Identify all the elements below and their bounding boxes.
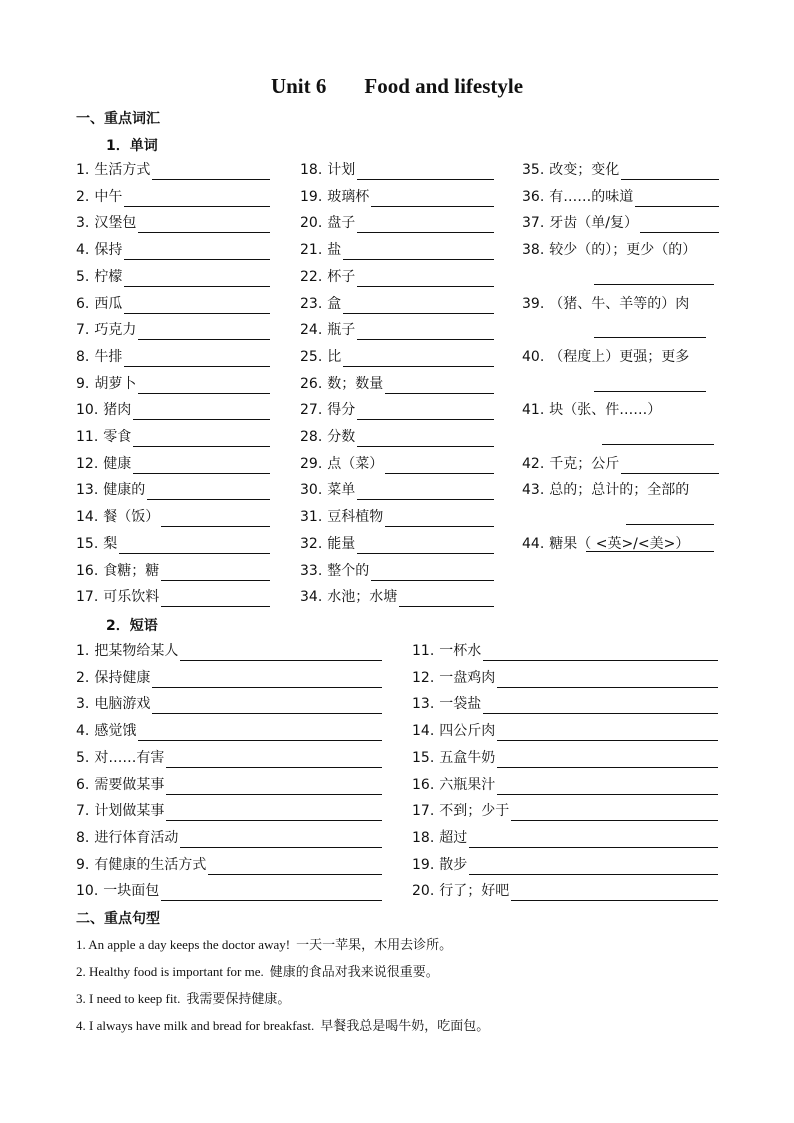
- word-item: [522, 480, 719, 500]
- word-item: [76, 240, 270, 260]
- item-prompt: 整个的: [327, 562, 370, 579]
- answer-blank[interactable]: [385, 378, 494, 394]
- item-prompt: 把某物给某人: [94, 643, 179, 659]
- item-number: 1.: [76, 643, 90, 659]
- item-prompt: 改变；变化: [549, 162, 620, 178]
- phrase-item: [412, 881, 718, 901]
- item-prompt: 得分: [327, 402, 356, 419]
- phrase-item: [76, 641, 382, 661]
- item-number: 9.: [76, 856, 90, 873]
- answer-blank[interactable]: [343, 298, 494, 314]
- item-number: 9.: [76, 375, 90, 392]
- item-number: 13.: [412, 696, 435, 713]
- answer-blank[interactable]: [626, 504, 714, 525]
- answer-blank[interactable]: [469, 832, 718, 848]
- answer-blank[interactable]: [133, 458, 270, 474]
- answer-blank[interactable]: [147, 484, 270, 500]
- word-item: [76, 347, 270, 367]
- item-number: 23.: [300, 295, 323, 312]
- word-item: [76, 454, 270, 474]
- item-prompt: 四公斤肉: [439, 723, 496, 740]
- word-item: [300, 454, 494, 474]
- word-item: [300, 160, 494, 180]
- phrase-item: [412, 828, 718, 848]
- answer-blank[interactable]: [161, 591, 270, 607]
- answer-blank[interactable]: [469, 859, 718, 875]
- page-title: [0, 74, 794, 99]
- phrase-item: [76, 668, 382, 688]
- item-prompt: （猪、牛、羊等的）肉: [549, 295, 690, 312]
- item-number: 15.: [412, 749, 435, 766]
- item-number: 19.: [300, 188, 323, 205]
- item-number: 10.: [76, 402, 99, 419]
- word-item: [300, 480, 494, 500]
- word-item: [522, 187, 719, 207]
- answer-blank[interactable]: [385, 511, 494, 527]
- word-item: [76, 587, 270, 607]
- answer-blank[interactable]: [343, 351, 494, 367]
- answer-blank[interactable]: [161, 511, 270, 527]
- answer-blank[interactable]: [161, 565, 270, 581]
- item-prompt: 数；数量: [327, 375, 384, 392]
- word-item: [300, 240, 494, 260]
- item-number: 16.: [412, 776, 435, 793]
- key-sentence: [76, 961, 439, 980]
- item-number: 26.: [300, 375, 323, 392]
- item-number: 25.: [300, 348, 323, 365]
- item-number: 2.: [76, 188, 90, 205]
- item-prompt: 胡萝卜: [94, 375, 137, 392]
- answer-blank[interactable]: [357, 271, 494, 287]
- word-item: [300, 587, 494, 607]
- answer-blank[interactable]: [371, 565, 494, 581]
- unit-topic: Food and lifestyle: [364, 74, 524, 98]
- phrase-item: [412, 775, 718, 795]
- item-number: 1.: [76, 162, 90, 178]
- item-prompt: 可乐饮料: [103, 589, 160, 606]
- word-item: [76, 294, 270, 314]
- sentence-english: 2. Healthy food is important for me.: [76, 964, 264, 979]
- word-item: [522, 160, 719, 180]
- item-prompt: 水池；水塘: [327, 589, 398, 606]
- answer-blank[interactable]: [357, 538, 494, 554]
- answer-blank[interactable]: [133, 431, 270, 447]
- word-item: [76, 160, 270, 180]
- item-prompt: 点（菜）: [327, 455, 384, 472]
- item-prompt: 零食: [103, 429, 132, 445]
- answer-blank[interactable]: [166, 805, 382, 821]
- phrase-item: [412, 641, 718, 661]
- word-item: [522, 213, 719, 233]
- word-item: [300, 427, 494, 447]
- item-prompt: （程度上）更强；更多: [549, 348, 690, 365]
- key-sentence: [76, 934, 452, 953]
- item-number: 7.: [76, 322, 90, 339]
- answer-blank[interactable]: [357, 217, 494, 233]
- item-prompt: 总的；总计的；全部的: [549, 482, 690, 499]
- item-number: 31.: [300, 509, 323, 526]
- answer-blank[interactable]: [166, 779, 382, 795]
- item-prompt: 巧克力: [94, 322, 137, 339]
- phrase-item: [76, 775, 382, 795]
- item-number: 12.: [76, 455, 99, 472]
- item-number: 18.: [412, 829, 435, 846]
- item-number: 7.: [76, 803, 90, 820]
- item-number: 40.: [522, 348, 545, 365]
- item-prompt: 六瓶果汁: [439, 776, 496, 793]
- item-prompt: 汉堡包: [94, 215, 137, 232]
- item-prompt: 比: [327, 348, 342, 365]
- item-number: 13.: [76, 482, 99, 499]
- answer-blank[interactable]: [357, 324, 494, 340]
- answer-blank[interactable]: [594, 371, 706, 392]
- word-item: [76, 187, 270, 207]
- item-prompt: 菜单: [327, 482, 356, 499]
- item-prompt: 一盘鸡肉: [439, 669, 496, 686]
- answer-blank[interactable]: [180, 645, 382, 661]
- subheading-words: 1．单词: [106, 138, 158, 154]
- word-item: [300, 400, 494, 420]
- answer-blank[interactable]: [124, 271, 270, 287]
- word-item: [522, 240, 719, 260]
- item-prompt: 猪肉: [103, 402, 132, 419]
- phrase-item: [412, 748, 718, 768]
- item-number: 18.: [300, 162, 323, 178]
- answer-blank[interactable]: [138, 725, 382, 741]
- item-number: 19.: [412, 856, 435, 873]
- item-number: 29.: [300, 455, 323, 472]
- item-prompt: 电脑游戏: [94, 696, 151, 713]
- answer-blank[interactable]: [138, 378, 270, 394]
- sentence-english: 4. I always have milk and bread for breakfast.: [76, 1018, 315, 1033]
- item-prompt: 梨: [103, 535, 118, 552]
- item-number: 34.: [300, 589, 323, 606]
- phrase-item: [412, 694, 718, 714]
- word-item: [76, 427, 270, 447]
- item-number: 5.: [76, 749, 90, 766]
- item-number: 38.: [522, 242, 545, 259]
- item-prompt: 需要做某事: [94, 776, 165, 793]
- item-prompt: 散步: [439, 856, 468, 873]
- item-number: 33.: [300, 562, 323, 579]
- answer-blank[interactable]: [497, 725, 718, 741]
- item-number: 8.: [76, 348, 90, 365]
- word-item: [76, 267, 270, 287]
- item-number: 17.: [76, 589, 99, 606]
- item-prompt: 豆科植物: [327, 509, 384, 526]
- answer-blank[interactable]: [357, 484, 494, 500]
- item-number: 37.: [522, 215, 545, 232]
- item-prompt: 杯子: [327, 268, 356, 285]
- answer-blank[interactable]: [180, 832, 382, 848]
- word-item: [300, 294, 494, 314]
- answer-blank[interactable]: [138, 324, 270, 340]
- answer-blank[interactable]: [133, 404, 270, 420]
- word-item: [300, 347, 494, 367]
- item-number: 2.: [76, 669, 90, 686]
- item-number: 30.: [300, 482, 323, 499]
- item-prompt: 计划: [327, 162, 356, 178]
- word-item: [522, 347, 719, 367]
- item-prompt: 中午: [94, 188, 123, 205]
- answer-blank[interactable]: [119, 538, 270, 554]
- item-number: 14.: [412, 723, 435, 740]
- item-prompt: 千克；公斤: [549, 455, 620, 472]
- phrase-item: [76, 694, 382, 714]
- item-number: 42.: [522, 455, 545, 472]
- phrase-item: [76, 748, 382, 768]
- word-item: [522, 400, 719, 420]
- sentence-english: 3. I need to keep fit.: [76, 991, 181, 1006]
- word-item: [300, 561, 494, 581]
- answer-blank[interactable]: [138, 217, 270, 233]
- answer-blank[interactable]: [594, 264, 714, 285]
- word-item: [76, 534, 270, 554]
- answer-blank[interactable]: [621, 458, 719, 474]
- answer-blank[interactable]: [124, 244, 270, 260]
- key-sentence: [76, 1015, 489, 1034]
- item-prompt: 进行体育活动: [94, 829, 179, 846]
- answer-blank[interactable]: [483, 698, 718, 714]
- item-prompt: 行了；好吧: [439, 883, 510, 900]
- item-number: 32.: [300, 535, 323, 552]
- answer-blank[interactable]: [497, 672, 718, 688]
- item-prompt: 一袋盐: [439, 696, 482, 713]
- item-prompt: 超过: [439, 829, 468, 846]
- answer-blank[interactable]: [357, 431, 494, 447]
- item-number: 6.: [76, 295, 90, 312]
- item-number: 4.: [76, 242, 90, 259]
- item-number: 14.: [76, 509, 99, 526]
- item-number: 39.: [522, 295, 545, 312]
- answer-blank[interactable]: [152, 164, 270, 180]
- word-item: [300, 374, 494, 394]
- item-number: 16.: [76, 562, 99, 579]
- answer-blank[interactable]: [124, 191, 270, 207]
- section-heading-sentences: 二、重点句型: [76, 911, 160, 927]
- answer-blank[interactable]: [152, 698, 382, 714]
- phrase-item: [412, 668, 718, 688]
- item-prompt: 能量: [327, 535, 356, 552]
- item-prompt: 分数: [327, 429, 356, 445]
- item-number: 6.: [76, 776, 90, 793]
- item-prompt: 盘子: [327, 215, 356, 232]
- word-item: [300, 267, 494, 287]
- item-number: 15.: [76, 535, 99, 552]
- word-item: [76, 374, 270, 394]
- answer-blank[interactable]: [511, 885, 718, 901]
- phrase-item: [76, 881, 382, 901]
- item-prompt: 糖果（ <英>/<美>）: [549, 535, 690, 552]
- answer-blank[interactable]: [511, 805, 718, 821]
- answer-blank[interactable]: [357, 164, 494, 180]
- item-number: 44.: [522, 535, 545, 552]
- answer-blank[interactable]: [152, 672, 382, 688]
- item-number: 28.: [300, 429, 323, 445]
- item-prompt: 有……的味道: [549, 188, 634, 205]
- item-number: 10.: [76, 883, 99, 900]
- item-number: 35.: [522, 162, 545, 178]
- item-prompt: 较少（的）；更少（的）: [549, 242, 697, 259]
- section-heading-vocabulary: 一、重点词汇: [76, 111, 160, 127]
- item-number: 3.: [76, 696, 90, 713]
- answer-blank[interactable]: [586, 531, 714, 552]
- item-number: 41.: [522, 402, 545, 419]
- answer-blank[interactable]: [497, 779, 718, 795]
- word-item: [522, 294, 719, 314]
- item-number: 5.: [76, 268, 90, 285]
- word-item: [76, 561, 270, 581]
- phrase-item: [412, 721, 718, 741]
- answer-blank[interactable]: [497, 752, 718, 768]
- phrase-item: [76, 855, 382, 875]
- word-item: [76, 320, 270, 340]
- item-prompt: 不到；少于: [439, 803, 510, 820]
- sentence-chinese: 我需要保持健康。: [186, 992, 291, 1007]
- answer-blank[interactable]: [166, 752, 382, 768]
- item-prompt: 计划做某事: [94, 803, 165, 820]
- item-number: 12.: [412, 669, 435, 686]
- item-prompt: 五盒牛奶: [439, 749, 496, 766]
- item-prompt: 生活方式: [94, 162, 151, 178]
- item-prompt: 玻璃杯: [327, 188, 370, 205]
- word-item: [300, 534, 494, 554]
- item-prompt: 盐: [327, 242, 342, 259]
- answer-blank[interactable]: [124, 351, 270, 367]
- item-prompt: 瓶子: [327, 322, 356, 339]
- answer-blank[interactable]: [602, 424, 714, 445]
- item-number: 4.: [76, 723, 90, 740]
- item-number: 11.: [76, 429, 99, 445]
- word-item: [300, 213, 494, 233]
- sentence-chinese: 早餐我总是喝牛奶，吃面包。: [320, 1019, 490, 1034]
- item-number: 8.: [76, 829, 90, 846]
- item-number: 3.: [76, 215, 90, 232]
- item-number: 17.: [412, 803, 435, 820]
- answer-blank[interactable]: [357, 404, 494, 420]
- sentence-english: 1. An apple a day keeps the doctor away!: [76, 937, 291, 952]
- item-number: 24.: [300, 322, 323, 339]
- answer-blank[interactable]: [399, 591, 494, 607]
- answer-blank[interactable]: [594, 317, 706, 338]
- item-prompt: 感觉饿: [94, 723, 137, 740]
- phrase-item: [76, 721, 382, 741]
- phrase-item: [412, 801, 718, 821]
- word-item: [76, 400, 270, 420]
- key-sentence: [76, 988, 290, 1007]
- item-number: 11.: [412, 643, 435, 659]
- answer-blank[interactable]: [635, 191, 719, 207]
- word-item: [300, 320, 494, 340]
- item-number: 20.: [412, 883, 435, 900]
- item-number: 36.: [522, 188, 545, 205]
- item-prompt: 柠檬: [94, 268, 123, 285]
- unit-label: Unit 6: [270, 74, 327, 98]
- subheading-phrases: 2．短语: [106, 618, 158, 634]
- item-prompt: 一块面包: [103, 883, 160, 900]
- item-number: 22.: [300, 268, 323, 285]
- answer-blank[interactable]: [483, 645, 718, 661]
- item-prompt: 盒: [327, 295, 342, 312]
- item-prompt: 保持: [94, 242, 123, 259]
- word-item: [76, 213, 270, 233]
- answer-blank[interactable]: [124, 298, 270, 314]
- sentence-chinese: 健康的食品对我来说很重要。: [269, 965, 439, 980]
- phrase-item: [76, 828, 382, 848]
- item-prompt: 餐（饭）: [103, 509, 160, 526]
- phrase-item: [412, 855, 718, 875]
- word-item: [300, 187, 494, 207]
- word-item: [522, 454, 719, 474]
- item-number: 21.: [300, 242, 323, 259]
- item-prompt: 健康: [103, 455, 132, 472]
- word-item: [76, 507, 270, 527]
- item-prompt: 有健康的生活方式: [94, 856, 207, 873]
- item-prompt: 保持健康: [94, 669, 151, 686]
- item-prompt: 一杯水: [439, 643, 482, 659]
- answer-blank[interactable]: [208, 859, 382, 875]
- item-number: 43.: [522, 482, 545, 499]
- item-number: 27.: [300, 402, 323, 419]
- answer-blank[interactable]: [161, 885, 382, 901]
- item-prompt: 健康的: [103, 482, 146, 499]
- phrase-item: [76, 801, 382, 821]
- item-prompt: 食糖；糖: [103, 562, 160, 579]
- item-prompt: 块（张、件……）: [549, 402, 662, 419]
- word-item: [300, 507, 494, 527]
- item-prompt: 牛排: [94, 348, 123, 365]
- sentence-chinese: 一天一苹果，木用去诊所。: [296, 938, 453, 953]
- answer-blank[interactable]: [621, 164, 719, 180]
- answer-blank[interactable]: [343, 244, 494, 260]
- item-number: 20.: [300, 215, 323, 232]
- answer-blank[interactable]: [640, 217, 719, 233]
- word-item: [76, 480, 270, 500]
- answer-blank[interactable]: [371, 191, 494, 207]
- item-prompt: 牙齿（单/复）: [549, 215, 638, 232]
- item-prompt: 西瓜: [94, 295, 123, 312]
- answer-blank[interactable]: [385, 458, 494, 474]
- item-prompt: 对……有害: [94, 749, 165, 766]
